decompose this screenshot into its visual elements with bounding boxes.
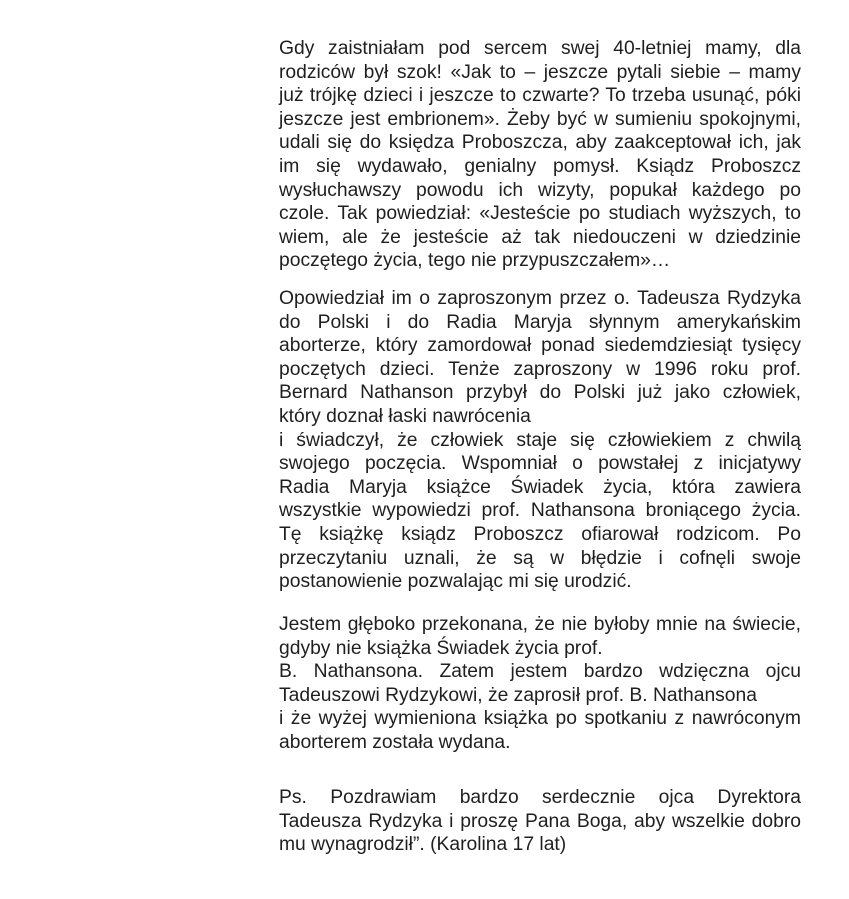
text-line: czole. Tak powiedział: «Jesteście po studiach wyższych, to bbox=[279, 203, 801, 225]
text-line: który doznał łaski nawrócenia bbox=[279, 405, 531, 427]
text-line: i świadczył, że człowiek staje się człowiekiem z chwilą bbox=[279, 429, 801, 451]
paragraph-4 bbox=[279, 786, 801, 857]
text-line: gdyby nie książka Świadek życia prof. bbox=[279, 637, 603, 659]
text-line: B. Nathansona. Zatem jestem bardzo wdzięczna ojcu bbox=[279, 661, 801, 683]
paragraph-1 bbox=[279, 37, 801, 273]
text-line: swojego poczęcia. Wspomniał o powstałej z inicjatywy bbox=[279, 453, 801, 475]
text-line: wiem, ale że jesteście aż tak niedouczeni w dziedzinie bbox=[279, 226, 801, 248]
text-line: Bernard Nathanson przybył do Polski już jako człowiek, bbox=[279, 382, 801, 404]
text-line: im się wydawało, genialny pomysł. Ksiądz Proboszcz bbox=[279, 155, 801, 177]
text-line: poczętych dzieci. Tenże zaproszony w 1996 roku prof. bbox=[279, 358, 801, 380]
text-line: Tadeuszowi Rydzykowi, że zaprosił prof. B. Nathansona bbox=[279, 684, 757, 706]
text-line: Opowiedział im o zaproszonym przez o. Tadeusza Rydzyka bbox=[279, 288, 801, 309]
testimony-text bbox=[279, 0, 801, 899]
text-line: udali się do księdza Proboszcza, aby zaakceptował ich, jak bbox=[279, 132, 801, 154]
text-line: Gdy zaistniałam pod sercem swej 40-letniej mamy, dla bbox=[279, 38, 801, 59]
text-line: aborterem została wydana. bbox=[279, 731, 511, 753]
text-line: wszystkie wypowiedzi prof. Nathansona broniącego życia. bbox=[279, 500, 801, 522]
text-line: już trójkę dzieci i jeszcze to czwarte? To trzeba usunąć, póki bbox=[279, 85, 801, 107]
text-line: rodziców był szok! «Jak to – jeszcze pytali siebie – mamy bbox=[279, 61, 801, 83]
text-line: Tadeusza Rydzyka i proszę Pana Boga, aby wszelkie dobro bbox=[279, 810, 801, 832]
text-line: przeczytaniu uznali, że są w błędzie i cofnęli swoje bbox=[279, 547, 801, 569]
text-line: jeszcze jest embrionem». Żeby być w sumieniu spokojnymi, bbox=[279, 108, 801, 130]
text-line: wysłuchawszy powodu ich wizyty, popukał każdego po bbox=[279, 179, 801, 201]
text-line: postanowienie pozwalając mi się urodzić. bbox=[279, 571, 632, 593]
text-line: Tę książkę ksiądz Proboszcz ofiarował rodzicom. Po bbox=[279, 523, 801, 545]
text-line: Ps. Pozdrawiam bardzo serdecznie ojca Dyrektora bbox=[279, 787, 801, 808]
paragraph-3 bbox=[279, 613, 801, 755]
text-line: do Polski i do Radia Maryja słynnym amerykańskim bbox=[279, 311, 801, 333]
text-line: mu wynagrodził”. (Karolina 17 lat) bbox=[279, 834, 567, 856]
text-line: i że wyżej wymieniona książka po spotkaniu z nawróconym bbox=[279, 708, 801, 730]
text-line: aborterze, który zamordował ponad siedemdziesiąt tysięcy bbox=[279, 335, 801, 357]
text-line: Radia Maryja książce Świadek życia, która zawiera bbox=[279, 476, 801, 498]
paragraph-2 bbox=[279, 287, 801, 594]
text-line: Jestem głęboko przekonana, że nie byłoby mnie na świecie, bbox=[279, 614, 801, 635]
text-line: poczętego życia, tego nie przypuszczałem»… bbox=[279, 250, 671, 272]
